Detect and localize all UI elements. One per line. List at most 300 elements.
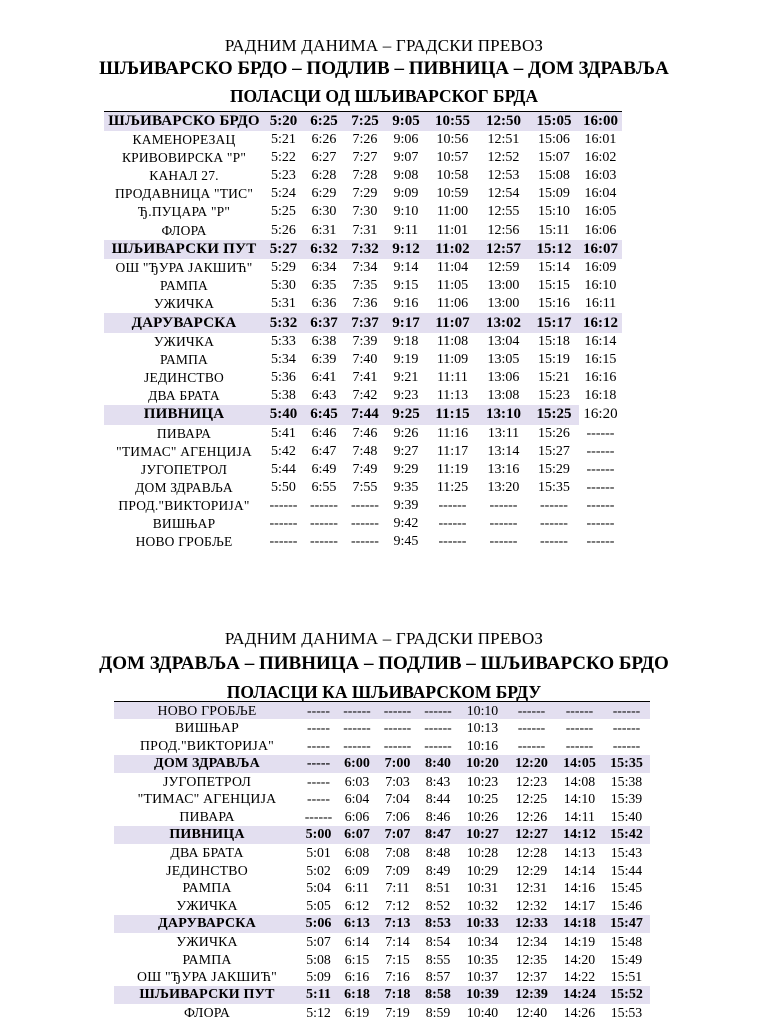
departure-time: 12:52 <box>487 150 520 166</box>
stop-row <box>104 369 622 387</box>
departure-time: 11:11 <box>437 370 468 386</box>
departure-time: 5:22 <box>271 150 296 166</box>
departure-time: 11:08 <box>436 333 469 349</box>
departure-time: ------ <box>383 720 412 736</box>
departure-time: 8:53 <box>418 915 458 933</box>
departure-time: 12:26 <box>515 809 548 825</box>
departure-time: 6:04 <box>344 791 370 807</box>
table-heading: ПОЛАСЦИ КА ШЉИВАРСКОМ БРДУ <box>226 682 542 702</box>
departure-time: 15:35 <box>538 480 570 496</box>
stop-name: ЈЕДИНСТВО <box>166 862 248 878</box>
departure-time: 15:15 <box>538 278 570 294</box>
departure-time: 5:05 <box>306 898 331 914</box>
departure-time: 10:40 <box>466 1004 499 1020</box>
departure-time: 6:09 <box>344 862 370 878</box>
departure-time: ----- <box>307 773 330 789</box>
departure-time: 14:14 <box>563 862 596 878</box>
departure-time: ------ <box>517 702 546 718</box>
departure-time: 13:11 <box>487 425 520 441</box>
stop-name: РАМПА <box>182 951 232 967</box>
departure-time: 10:34 <box>466 933 499 949</box>
departure-time: 10:23 <box>466 773 499 789</box>
departure-time: 15:07 <box>538 150 570 166</box>
departure-time: 6:19 <box>344 1004 370 1020</box>
departure-time: 12:55 <box>487 204 520 220</box>
departure-time: 15:52 <box>603 986 650 1004</box>
departure-time: 15:09 <box>538 186 570 202</box>
departure-time: 15:35 <box>603 755 650 773</box>
departure-time: 15:06 <box>538 132 570 148</box>
departure-time: 5:04 <box>306 880 331 896</box>
departure-time: 7:25 <box>345 112 385 132</box>
departure-time: 7:19 <box>385 1004 410 1020</box>
departure-time: 15:14 <box>538 260 570 276</box>
departure-time: 8:46 <box>425 809 451 825</box>
departure-time: 15:08 <box>538 168 570 184</box>
stop-name: ЈЕДИНСТВО <box>143 370 224 386</box>
departure-time: 6:34 <box>311 260 337 276</box>
departure-time: 5:25 <box>271 204 296 220</box>
departure-time: 10:35 <box>466 951 499 967</box>
departure-time: ------ <box>269 534 298 550</box>
departure-time: 7:48 <box>352 443 378 459</box>
stop-row <box>114 808 650 826</box>
departure-time: 15:11 <box>538 222 570 238</box>
departure-time: 12:31 <box>515 880 548 896</box>
departure-time: 9:11 <box>393 222 419 238</box>
departure-time: ------ <box>304 809 333 825</box>
departure-time: 11:00 <box>436 204 469 220</box>
departure-time: 9:18 <box>393 333 419 349</box>
departure-time: 12:28 <box>515 844 548 860</box>
departure-time: 15:17 <box>529 313 579 333</box>
departure-time: ------ <box>565 702 594 718</box>
departure-time: 7:03 <box>385 773 410 789</box>
departure-time: 11:16 <box>436 425 469 441</box>
departure-time: ------ <box>565 720 594 736</box>
departure-time: 5:00 <box>300 826 337 844</box>
departure-time: 10:13 <box>466 720 499 736</box>
departure-time: ------ <box>540 534 568 550</box>
stop-row <box>104 497 622 515</box>
stop-name: ФЛОРА <box>183 1004 231 1020</box>
departure-time: 7:41 <box>352 370 378 386</box>
departure-time: 12:34 <box>515 933 548 949</box>
departure-time: ----- <box>307 720 330 736</box>
stop-name: ПИВНИЦА <box>114 826 300 844</box>
departure-time: 5:24 <box>271 186 296 202</box>
departure-time: 15:12 <box>529 240 579 260</box>
departure-time: 16:20 <box>579 405 622 425</box>
departure-time: 5:06 <box>300 915 337 933</box>
stop-name: ПРОД."ВИКТОРИЈА" <box>118 498 250 514</box>
departure-time: 7:08 <box>385 844 410 860</box>
departure-time: 13:20 <box>487 480 520 496</box>
departure-time: 5:23 <box>271 168 296 184</box>
departure-time: 16:11 <box>584 296 617 312</box>
departure-time: 5:33 <box>271 333 296 349</box>
departure-time: ------ <box>310 498 338 514</box>
departure-time: 14:08 <box>563 773 596 789</box>
departure-time: 5:01 <box>306 844 331 860</box>
stop-row <box>104 185 622 203</box>
departure-time: 15:27 <box>538 443 570 459</box>
departure-time: ----- <box>307 702 330 718</box>
departure-time: 15:16 <box>538 296 570 312</box>
departure-time: ------ <box>310 534 338 550</box>
departure-time: 5:41 <box>271 425 296 441</box>
stop-name: ШЉИВАРСКИ ПУТ <box>104 240 264 260</box>
stop-name: ПИВНИЦА <box>104 405 264 425</box>
departure-time: 8:52 <box>425 898 451 914</box>
departure-time: 6:07 <box>337 826 377 844</box>
departure-time: ------ <box>586 516 615 532</box>
timetable-outbound <box>104 111 622 551</box>
departure-time: 15:26 <box>538 425 570 441</box>
departure-time: 6:06 <box>344 809 370 825</box>
departure-time: 12:25 <box>515 791 548 807</box>
stop-row <box>114 737 650 755</box>
departure-time: 7:39 <box>352 333 378 349</box>
departure-time: 7:29 <box>352 186 378 202</box>
departure-time: 13:14 <box>487 443 520 459</box>
departure-time: 12:54 <box>487 186 520 202</box>
departure-time: 9:39 <box>393 498 419 514</box>
departure-time: 9:23 <box>393 388 419 404</box>
departure-time: 8:49 <box>425 862 451 878</box>
main-stop-row <box>114 826 650 844</box>
departure-time: 6:08 <box>344 844 370 860</box>
departure-time: ------ <box>351 516 379 532</box>
departure-time: 10:27 <box>458 826 507 844</box>
departure-time: 15:05 <box>529 112 579 132</box>
departure-time: ------ <box>612 702 641 718</box>
departure-time: 6:31 <box>311 222 337 238</box>
stop-name: ЈУГОПЕТРОЛ <box>140 461 228 477</box>
departure-time: 9:17 <box>385 313 427 333</box>
departure-time: 6:15 <box>344 951 370 967</box>
main-stop-row <box>104 405 622 425</box>
departure-time: 14:12 <box>556 826 603 844</box>
departure-time: 12:23 <box>515 773 548 789</box>
departure-time: 16:10 <box>584 278 617 294</box>
departure-time: 12:39 <box>507 986 556 1004</box>
departure-time: 16:12 <box>579 313 622 333</box>
departure-time: 6:45 <box>303 405 345 425</box>
departure-time: ------ <box>489 516 518 532</box>
departure-time: 9:45 <box>393 534 419 550</box>
departure-time: ------ <box>343 702 371 718</box>
departure-time: 15:29 <box>538 461 570 477</box>
departure-time: 6:16 <box>344 969 370 985</box>
departure-time: 5:26 <box>271 222 296 238</box>
departure-time: 8:51 <box>425 880 451 896</box>
departure-time: 11:02 <box>427 240 478 260</box>
departure-time: 11:05 <box>436 278 469 294</box>
departure-time: 6:12 <box>344 898 370 914</box>
departure-time: 7:27 <box>352 150 378 166</box>
departure-time: 12:59 <box>487 260 520 276</box>
departure-time: 16:02 <box>584 150 617 166</box>
stop-name: НОВО ГРОБЉЕ <box>157 702 257 718</box>
departure-time: 11:25 <box>436 480 469 496</box>
departure-time: 16:00 <box>579 112 622 132</box>
departure-time: ------ <box>438 516 467 532</box>
stop-row <box>114 1004 650 1022</box>
departure-time: ------ <box>612 720 641 736</box>
departure-time: 14:17 <box>563 898 596 914</box>
departure-time: 13:04 <box>487 333 520 349</box>
stop-name: ДАРУВАРСКА <box>104 313 264 333</box>
departure-time: 5:42 <box>271 443 296 459</box>
departure-time: 11:09 <box>436 351 469 367</box>
stop-row <box>104 333 622 351</box>
departure-time: 9:15 <box>393 278 419 294</box>
stop-name: ДВА БРАТА <box>170 844 244 860</box>
departure-time: 8:47 <box>418 826 458 844</box>
departure-time: 6:00 <box>337 755 377 773</box>
departure-time: 15:19 <box>538 351 570 367</box>
stop-row <box>114 862 650 880</box>
departure-time: 6:37 <box>303 313 345 333</box>
departure-time: 14:22 <box>563 969 596 985</box>
departure-time: 5:29 <box>271 260 296 276</box>
departure-time: 6:47 <box>311 443 337 459</box>
departure-time: 7:15 <box>385 951 410 967</box>
departure-time: ------ <box>586 498 615 514</box>
departure-time: 12:50 <box>478 112 529 132</box>
departure-time: 9:27 <box>393 443 419 459</box>
departure-time: 10:56 <box>436 132 469 148</box>
departure-time: 15:39 <box>610 791 643 807</box>
departure-time: 9:07 <box>393 150 419 166</box>
departure-time: 16:15 <box>584 351 617 367</box>
departure-time: 5:12 <box>306 1004 331 1020</box>
departure-time: 9:14 <box>393 260 419 276</box>
stop-name: ДВА БРАТА <box>148 388 220 404</box>
departure-time: 10:10 <box>466 702 499 718</box>
departure-time: 11:01 <box>436 222 469 238</box>
departure-time: 6:03 <box>344 773 370 789</box>
stop-name: ДАРУВАРСКА <box>114 915 300 933</box>
departure-time: ------ <box>438 498 467 514</box>
departure-time: 7:14 <box>385 933 410 949</box>
departure-time: 7:00 <box>377 755 418 773</box>
departure-time: 15:51 <box>610 969 643 985</box>
departure-time: 8:48 <box>425 844 451 860</box>
stop-name: РАМПА <box>159 278 209 294</box>
departure-time: ------ <box>540 516 568 532</box>
departure-time: 12:57 <box>478 240 529 260</box>
departure-time: 10:31 <box>466 880 499 896</box>
departure-time: 16:05 <box>584 204 617 220</box>
departure-time: 16:01 <box>584 132 617 148</box>
departure-time: 6:28 <box>311 168 337 184</box>
departure-time: 15:10 <box>538 204 570 220</box>
departure-time: 16:14 <box>584 333 617 349</box>
departure-time: 5:30 <box>271 278 296 294</box>
departure-time: 16:18 <box>584 388 617 404</box>
departure-time: 7:34 <box>352 260 378 276</box>
departure-time: 7:09 <box>385 862 410 878</box>
departure-time: 10:20 <box>458 755 507 773</box>
departure-time: ------ <box>612 737 641 753</box>
departure-time: 6:25 <box>303 112 345 132</box>
departure-time: 11:13 <box>436 388 469 404</box>
stop-row <box>104 259 622 277</box>
departure-time: 10:33 <box>458 915 507 933</box>
main-stop-row <box>104 240 622 260</box>
departure-time: ------ <box>489 498 518 514</box>
departure-time: ------ <box>438 534 467 550</box>
departure-time: 7:13 <box>377 915 418 933</box>
departure-time: 15:23 <box>538 388 570 404</box>
departure-time: 9:29 <box>393 461 419 477</box>
stop-name: ВИШЊАР <box>175 720 239 736</box>
departure-time: ------ <box>586 461 615 477</box>
departure-time: 7:30 <box>352 204 378 220</box>
departure-time: 6:13 <box>337 915 377 933</box>
stop-name: ЈУГОПЕТРОЛ <box>162 773 252 789</box>
departure-time: 7:16 <box>385 969 410 985</box>
departure-time: 15:40 <box>610 809 643 825</box>
section-subtitle: РАДНИМ ДАНИМА – ГРАДСКИ ПРЕВОЗ <box>224 629 544 648</box>
departure-time: ------ <box>351 498 379 514</box>
departure-time: ------ <box>586 425 615 441</box>
stop-row <box>104 295 622 313</box>
departure-time: 6:26 <box>311 132 337 148</box>
departure-time: 8:43 <box>425 773 451 789</box>
departure-time: ----- <box>307 791 330 807</box>
departure-time: 16:09 <box>584 260 617 276</box>
departure-time: 7:40 <box>352 351 378 367</box>
departure-time: 7:26 <box>352 132 378 148</box>
departure-time: 6:46 <box>311 425 337 441</box>
departure-time: 10:32 <box>466 898 499 914</box>
departure-time: 7:46 <box>352 425 378 441</box>
departure-time: 6:32 <box>303 240 345 260</box>
departure-time: 13:10 <box>478 405 529 425</box>
departure-time: 8:44 <box>425 791 451 807</box>
main-stop-row <box>114 915 650 933</box>
departure-time: 15:46 <box>610 898 643 914</box>
departure-time: 8:59 <box>425 1004 451 1020</box>
departure-time: ------ <box>383 737 412 753</box>
departure-time: 7:06 <box>385 809 410 825</box>
departure-time: 12:35 <box>515 951 548 967</box>
departure-time: 9:09 <box>393 186 419 202</box>
departure-time: 5:08 <box>306 951 331 967</box>
stop-row <box>114 773 650 791</box>
departure-time: 10:37 <box>466 969 499 985</box>
departure-time: 10:26 <box>466 809 499 825</box>
departure-time: 6:27 <box>311 150 337 166</box>
departure-time: 10:58 <box>436 168 469 184</box>
departure-time: 9:08 <box>393 168 419 184</box>
departure-time: 9:21 <box>393 370 419 386</box>
stop-row <box>104 425 622 443</box>
stop-row <box>114 879 650 897</box>
stop-row <box>114 844 650 862</box>
departure-time: 13:00 <box>487 278 520 294</box>
departure-time: 14:13 <box>563 844 596 860</box>
departure-time: 16:03 <box>584 168 617 184</box>
departure-time: 11:04 <box>436 260 469 276</box>
departure-time: 7:55 <box>352 480 378 496</box>
departure-time: ------ <box>540 498 568 514</box>
departure-time: 5:20 <box>264 112 303 132</box>
stop-row <box>114 702 650 720</box>
stop-row <box>104 277 622 295</box>
departure-time: 5:11 <box>300 986 337 1004</box>
departure-time: 15:43 <box>610 844 643 860</box>
departure-time: 5:32 <box>264 313 303 333</box>
departure-time: 14:05 <box>556 755 603 773</box>
departure-time: 15:44 <box>610 862 643 878</box>
stop-row <box>104 167 622 185</box>
departure-time: 5:38 <box>271 388 296 404</box>
departure-time: 9:35 <box>393 480 419 496</box>
stop-row <box>114 933 650 951</box>
departure-time: 12:53 <box>487 168 520 184</box>
departure-time: 5:07 <box>306 933 331 949</box>
stop-row <box>104 443 622 461</box>
departure-time: 16:07 <box>579 240 622 260</box>
stop-row <box>104 131 622 149</box>
stop-row <box>104 479 622 497</box>
stop-row <box>114 790 650 808</box>
departure-time: 7:42 <box>352 388 378 404</box>
departure-time: ----- <box>300 755 337 773</box>
departure-time: 6:41 <box>311 370 337 386</box>
departure-time: 8:57 <box>425 969 451 985</box>
departure-time: 16:06 <box>584 222 617 238</box>
departure-time: 7:49 <box>352 461 378 477</box>
stop-row <box>104 387 622 405</box>
stop-name: УЖИЧКА <box>176 898 238 914</box>
departure-time: 6:29 <box>311 186 337 202</box>
departure-time: 7:32 <box>345 240 385 260</box>
departure-time: 12:27 <box>507 826 556 844</box>
departure-time: 14:26 <box>563 1004 596 1020</box>
departure-time: 12:56 <box>487 222 520 238</box>
departure-time: 7:18 <box>377 986 418 1004</box>
departure-time: 9:26 <box>393 425 419 441</box>
departure-time: 5:44 <box>271 461 296 477</box>
departure-time: 12:51 <box>487 132 520 148</box>
departure-time: 12:20 <box>507 755 556 773</box>
stop-row <box>104 461 622 479</box>
departure-time: 11:19 <box>436 461 469 477</box>
stop-row <box>104 221 622 239</box>
departure-time: 10:28 <box>466 844 499 860</box>
departure-time: 6:55 <box>311 480 337 496</box>
stop-name: ПРОДАВНИЦА "ТИС" <box>114 186 254 202</box>
departure-time: 13:08 <box>487 388 520 404</box>
stop-name: КАМЕНОРЕЗАЦ <box>132 132 236 148</box>
departure-time: ------ <box>586 480 615 496</box>
departure-time: 10:55 <box>427 112 478 132</box>
departure-time: 6:39 <box>311 351 337 367</box>
stop-name: ПИВАРА <box>179 809 235 825</box>
stop-name: УЖИЧКА <box>153 333 215 349</box>
departure-time: ------ <box>383 702 412 718</box>
route-title: ДОМ ЗДРАВЉА – ПИВНИЦА – ПОДЛИВ – ШЉИВАРСКО БРДО <box>99 653 669 674</box>
departure-time: 12:29 <box>515 862 548 878</box>
departure-time: 15:45 <box>610 880 643 896</box>
stop-name: ДОМ ЗДРАВЉА <box>114 755 300 773</box>
departure-time: 14:19 <box>563 933 596 949</box>
